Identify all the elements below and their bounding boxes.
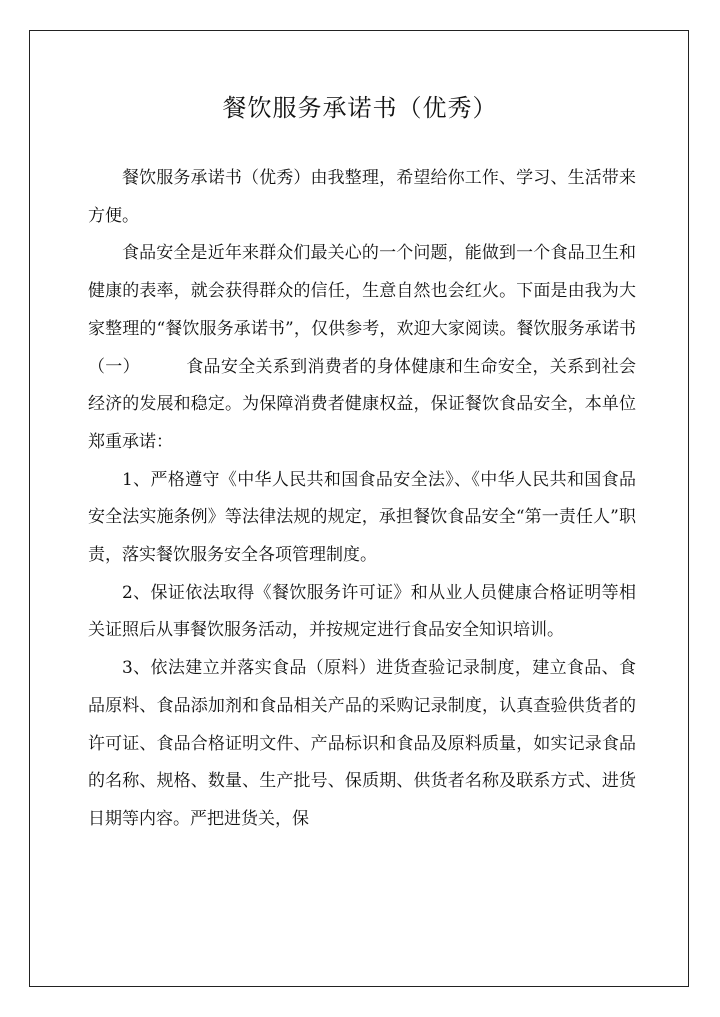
intro-paragraph: 餐饮服务承诺书（优秀）由我整理，希望给你工作、学习、生活带来方便。 bbox=[88, 168, 636, 226]
paragraph-food-safety-part1: 食品安全是近年来群众们最关心的一个问题，能做到一个食品卫生和健康的表率，就会获得群众的信任，生意自然也会红火。下面是由我为大家整理的“餐饮服务承诺书”，仅供参考，欢迎大家阅读。餐饮服务承诺书（一） bbox=[88, 243, 636, 377]
paragraph-food-safety-part2: 食品安全关系到消费者的身体健康和生命安全，关系到社会经济的发展和稳定。为保障消费者健康权益，保证餐饮食品安全，本单位郑重承诺： bbox=[88, 356, 637, 452]
commitment-item-3: 3、依法建立并落实食品（原料）进货查验记录制度，建立食品、食品原料、食品添加剂和食品相关产品的采购记录制度，认真查验供货者的许可证、食品合格证明文件、产品标识和食品及原料质量，如实记录食品的名称、规格、数量、生产批号、保质期、供货者名称及联系方式、进货日期等内容。严把进货关，保 bbox=[88, 658, 636, 829]
commitment-item-2: 2、保证依法取得《餐饮服务许可证》和从业人员健康合格证明等相关证照后从事餐饮服务活动，并按规定进行食品安全知识培训。 bbox=[88, 582, 636, 641]
commitment-item-1: 1、严格遵守《中华人民共和国食品安全法》、《中华人民共和国食品安全法实施条例》等法律法规的规定，承担餐饮食品安全“第一责任人”职责，落实餐饮服务安全各项管理制度。 bbox=[88, 469, 636, 566]
document-body bbox=[88, 160, 636, 839]
paragraph-food-safety bbox=[88, 235, 636, 461]
document-title: 餐饮服务承诺书（优秀） bbox=[222, 94, 498, 122]
